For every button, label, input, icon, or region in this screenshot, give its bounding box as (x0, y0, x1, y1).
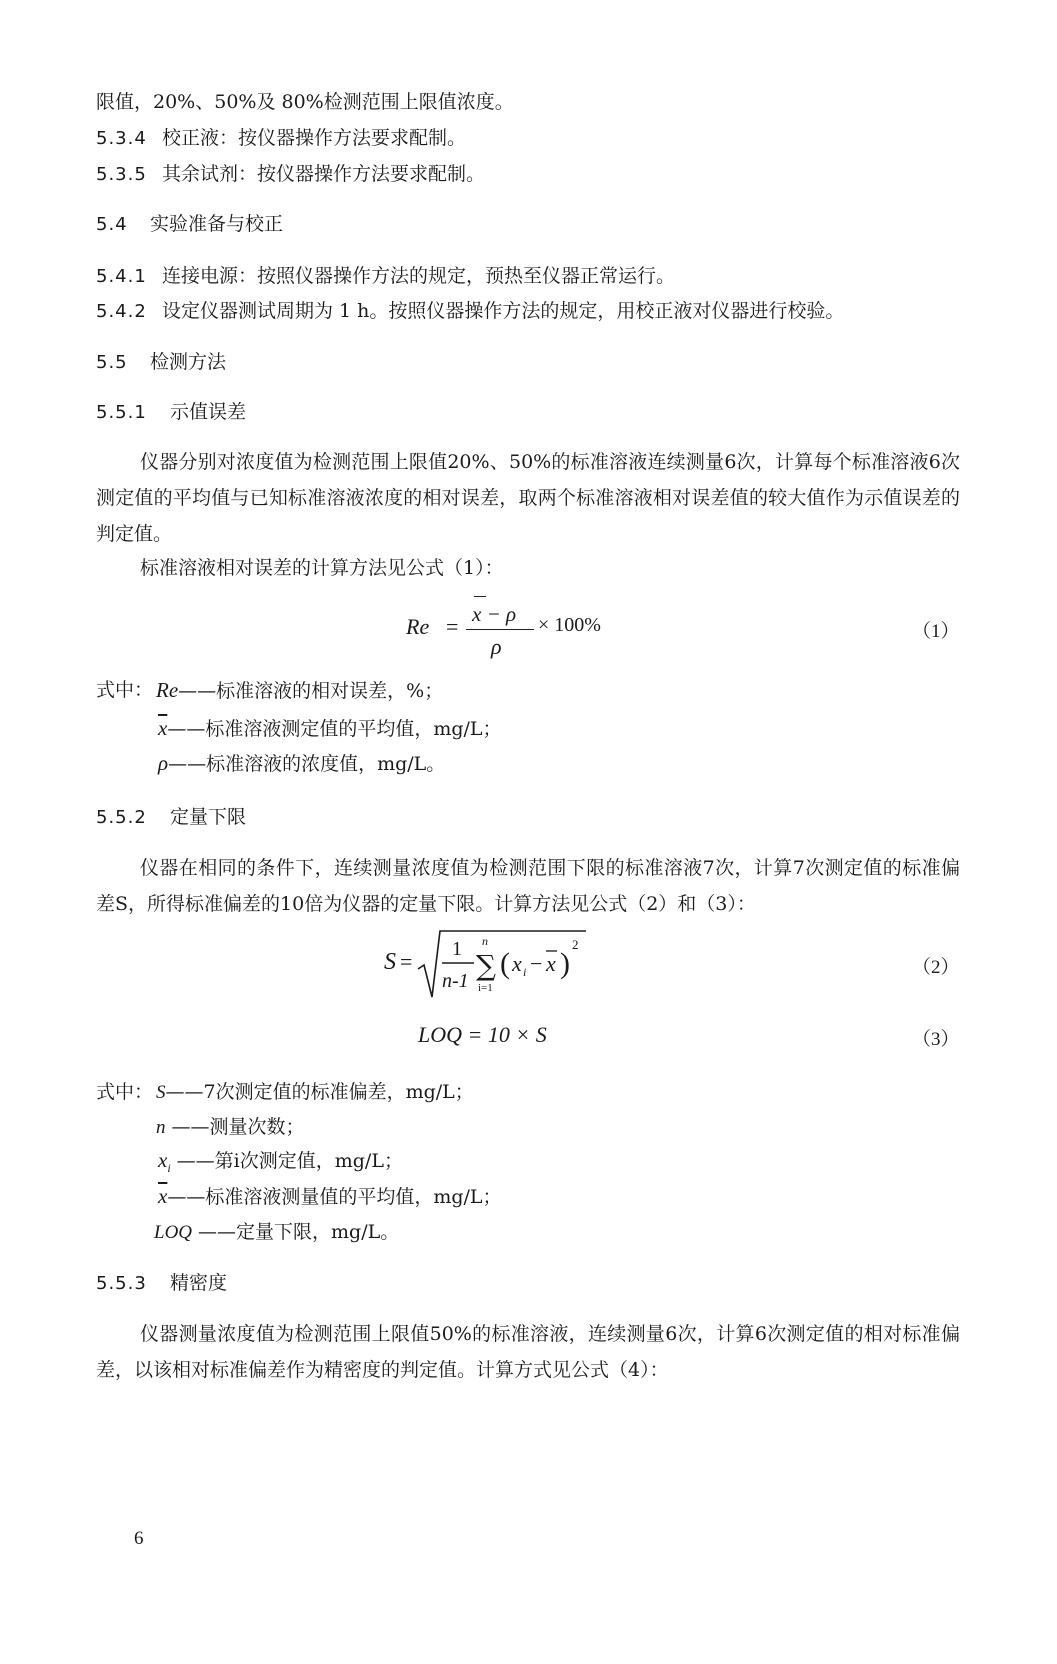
variable-desc: ——定量下限，mg/L。 (198, 1221, 400, 1243)
heading-text: 定量下限 (170, 806, 247, 828)
heading-number: 5.4 (96, 214, 128, 235)
heading-5-5-2 (96, 803, 246, 832)
variable-symbol: $\overline{x}$ (158, 1184, 168, 1208)
paragraph-5-5-1: 仪器分别对浓度值为检测范围上限值20%、50%的标准溶液连续测量6次，计算每个标准溶液6次测定值的平均值与已知标准溶液浓度的相对误差，取两个标准溶液相对误差值的较大值作为示值误差的判定值。 (96, 451, 960, 545)
heading-5-5 (96, 348, 226, 377)
equation-2 (380, 925, 610, 1005)
page-number: 6 (134, 1528, 144, 1549)
svg-text:i: i (523, 965, 527, 979)
svg-text:x: x (512, 951, 522, 976)
clause-5-3-5 (96, 160, 485, 189)
svg-text:): ) (560, 947, 570, 980)
variable-def (156, 676, 443, 705)
variable-symbol: S (156, 1082, 166, 1103)
svg-text:n: n (482, 934, 488, 948)
where-label: 式中： (96, 1081, 154, 1103)
eq1-equals: = (446, 614, 459, 639)
heading-text: 精密度 (170, 1272, 228, 1294)
heading-text: 实验准备与校正 (150, 213, 284, 235)
heading-5-4 (96, 210, 283, 239)
clause-number: 5.4.1 (96, 266, 147, 287)
equation-number: （3） (912, 1029, 960, 1050)
eq1-lhs: Re (406, 614, 430, 639)
variable-symbol: $\overline{x}$ (158, 716, 168, 740)
svg-text:i=1: i=1 (478, 982, 493, 994)
variable-symbol: Re (156, 678, 179, 702)
variable-desc: ——标准溶液的浓度值，mg/L。 (168, 753, 446, 775)
variable-symbol: x (158, 1148, 168, 1172)
clause-5-4-2 (96, 297, 844, 326)
svg-text:(: ( (500, 947, 510, 980)
clause-text: 设定仪器测试周期为 1 h。按照仪器操作方法的规定，用校正液对仪器进行校验。 (162, 300, 845, 322)
heading-number: 5.5.1 (96, 402, 147, 423)
heading-number: 5.5.3 (96, 1273, 147, 1294)
variable-symbol: LOQ (154, 1222, 193, 1243)
clause-text: 连接电源：按照仪器操作方法的规定，预热至仪器正常运行。 (162, 265, 676, 287)
clause-number: 5.3.4 (96, 128, 147, 149)
paragraph-5-5-3: 仪器测量浓度值为检测范围上限值50%的标准溶液，连续测量6次，计算6次测定值的相对标准偏差，以该相对标准偏差作为精密度的判定值。计算方式见公式（4）： (96, 1323, 960, 1381)
variable-subscript: i (167, 1160, 171, 1175)
eq1-tail: × 100% (538, 614, 601, 636)
equation-3: LOQ = 10 × S (418, 1022, 547, 1047)
variable-symbol: n (156, 1117, 166, 1138)
variable-def (158, 714, 502, 743)
paragraph-formula-intro: 标准溶液相对误差的计算方法见公式（1）： (140, 557, 504, 579)
equation-number: （2） (912, 957, 960, 978)
variable-def (156, 1113, 305, 1142)
clause-number: 5.3.5 (96, 164, 147, 185)
svg-text:S: S (384, 949, 396, 975)
heading-number: 5.5 (96, 352, 128, 373)
svg-text:=: = (400, 949, 413, 974)
heading-5-5-1 (96, 398, 246, 427)
eq1-denominator: ρ (491, 634, 502, 659)
variable-desc: ——标准溶液测定值的平均值，mg/L； (167, 718, 502, 740)
variable-def (158, 749, 445, 778)
mean-bar (474, 596, 486, 597)
svg-text:−: − (530, 951, 543, 976)
svg-text:1: 1 (452, 938, 462, 960)
variable-desc: ——测量次数； (171, 1116, 305, 1138)
heading-text: 检测方法 (150, 351, 227, 373)
eq1-numerator: x − ρ (472, 602, 517, 626)
variable-def (156, 1078, 474, 1107)
clause-text: 其余试剂：按仪器操作方法要求配制。 (162, 163, 486, 185)
clause-text: 校正液：按仪器操作方法要求配制。 (162, 127, 467, 149)
paragraph-5-5-2: 仪器在相同的条件下，连续测量浓度值为检测范围下限的标准溶液7次，计算7次测定值的标准偏差S，所得标准偏差的10倍为仪器的定量下限。计算方法见公式（2）和（3）： (96, 857, 960, 915)
svg-text:2: 2 (572, 937, 579, 952)
clause-5-3-4 (96, 124, 466, 153)
variable-def (158, 1182, 502, 1211)
clause-5-4-1 (96, 262, 675, 291)
variable-symbol: ρ (158, 751, 169, 775)
where-label: 式中： (96, 679, 154, 701)
variable-desc: ——7次测定值的标准偏差，mg/L； (165, 1081, 474, 1103)
svg-text:∑: ∑ (476, 949, 496, 982)
heading-number: 5.5.2 (96, 807, 147, 828)
heading-5-5-3 (96, 1269, 227, 1298)
variable-desc: ——第i次测定值，mg/L； (176, 1150, 403, 1172)
clause-number: 5.4.2 (96, 301, 147, 322)
fraction-line (466, 629, 534, 630)
svg-text:x: x (546, 951, 556, 976)
heading-text: 示值误差 (170, 401, 247, 423)
variable-desc: ——标准溶液的相对误差，%； (178, 680, 444, 702)
equation-number: （1） (912, 621, 960, 642)
text-line: 限值，20%、50%及 80%检测范围上限值浓度。 (96, 91, 514, 113)
svg-text:n-1: n-1 (442, 970, 469, 992)
variable-def (158, 1146, 403, 1182)
variable-def (154, 1218, 399, 1247)
variable-desc: ——标准溶液测量值的平均值，mg/L； (167, 1186, 502, 1208)
